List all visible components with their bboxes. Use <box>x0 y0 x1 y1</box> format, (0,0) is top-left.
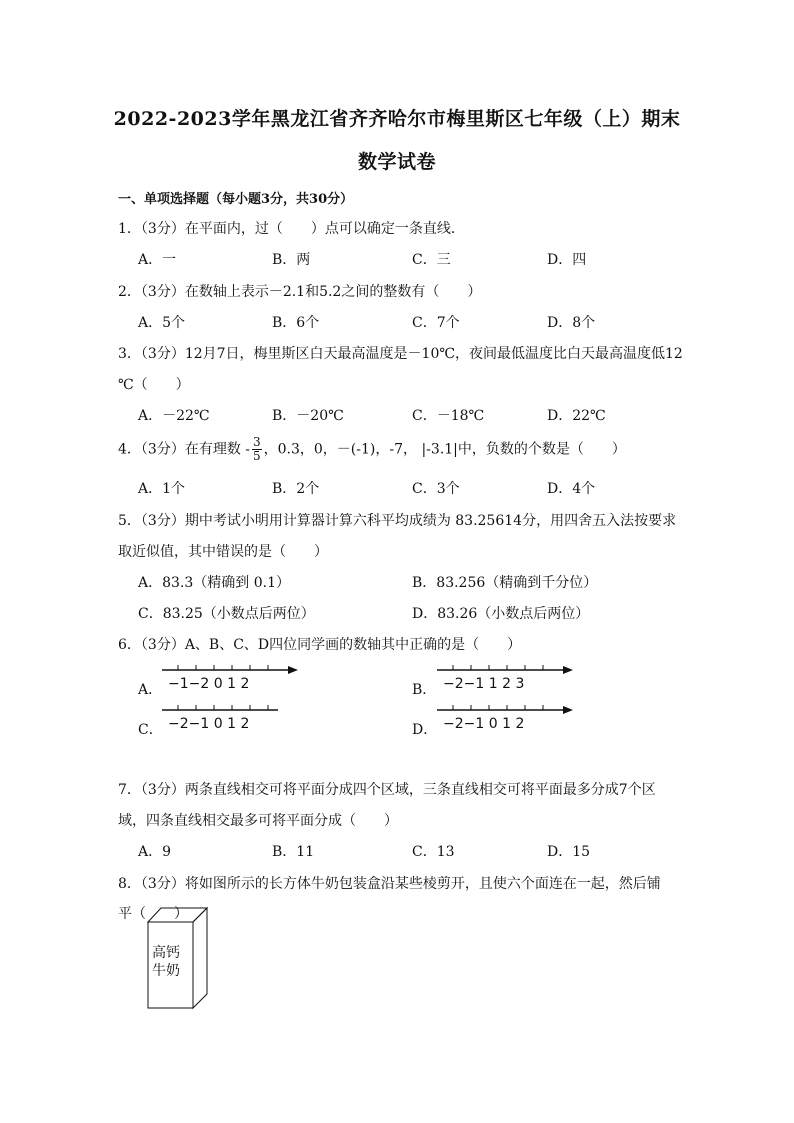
q5-stem-line2: 取近似值，其中错误的是（ ） <box>118 544 328 560</box>
q6-option-d-tick-labels: −2−1 0 1 2 <box>443 716 525 732</box>
q6-option-c-number-line <box>162 704 282 716</box>
q3-option-b: B．－20℃ <box>272 408 344 424</box>
q3-option-d: D．22℃ <box>547 408 606 424</box>
q4-option-b: B．2个 <box>272 481 320 497</box>
q7-option-d: D．15 <box>547 844 591 860</box>
q1-option-a: A．一 <box>138 252 177 268</box>
q6-option-a-tick-labels: −1−2 0 1 2 <box>168 676 250 692</box>
q2-option-a: A．5个 <box>138 315 186 331</box>
q4-stem-suffix: ，0.3，0，－(-1)，-7， |-3.1|中，负数的个数是（ ） <box>263 441 626 458</box>
q4-stem-prefix: 4．（3分）在有理数 - <box>118 441 250 458</box>
q3-stem-line1: 3．（3分）12月7日，梅里斯区白天最高温度是－10℃，夜间最低温度比白天最高温度低12 <box>118 346 683 362</box>
q5-option-a: A．83.3（精确到 0.1） <box>138 575 290 591</box>
q6-option-c-tick-labels: −2−1 0 1 2 <box>168 716 250 732</box>
number-line-arrow-icon <box>162 664 302 676</box>
q7-stem-line2: 域，四条直线相交最多可将平面分成（ ） <box>118 813 398 829</box>
q4-fraction-denominator: 5 <box>253 449 261 463</box>
number-line-arrow-icon <box>437 704 577 716</box>
q1-option-b: B．两 <box>272 252 311 268</box>
q6-stem: 6．（3分）A、B、C、D四位同学画的数轴其中正确的是（ ） <box>118 637 522 653</box>
q4-option-c: C．3个 <box>412 481 460 497</box>
q7-option-c: C．13 <box>412 844 455 860</box>
q5-stem-line1: 5．（3分）期中考试小明用计算器计算六科平均成绩为 83.25614分，用四舍五入法按要求 <box>118 513 677 529</box>
q3-stem-line2: ℃（ ） <box>118 377 190 393</box>
q6-option-a-label: A． <box>138 682 163 698</box>
q2-stem: 2．（3分）在数轴上表示－2.1和5.2之间的整数有（ ） <box>118 284 482 300</box>
q1-option-d: D．四 <box>547 252 587 268</box>
q2-option-b: B．6个 <box>272 315 320 331</box>
q4-fraction <box>252 436 262 463</box>
q1-option-c: C．三 <box>412 252 451 268</box>
q2-option-d: D．8个 <box>547 315 596 331</box>
q6-option-d-label: D． <box>412 722 438 738</box>
q5-option-b: B．83.256（精确到千分位） <box>412 575 598 591</box>
milk-box-label <box>152 944 180 980</box>
q5-option-c: C．83.25（小数点后两位） <box>138 606 315 622</box>
q2-option-c: C．7个 <box>412 315 460 331</box>
q5-option-d: D．83.26（小数点后两位） <box>412 606 590 622</box>
q4-option-d: D．4个 <box>547 481 596 497</box>
q6-option-d-number-line <box>437 704 577 716</box>
number-line-no-arrow <box>162 704 282 716</box>
exam-title-line2: 数学试卷 <box>357 151 436 173</box>
number-line-arrow-icon <box>437 664 577 676</box>
q6-option-c-label: C． <box>138 722 163 738</box>
milk-box-label-line1: 高钙 <box>152 945 180 961</box>
q1-stem: 1．（3分）在平面内，过（ ）点可以确定一条直线． <box>118 221 465 237</box>
q7-option-a: A．9 <box>138 844 172 860</box>
q8-stem-line1: 8．（3分）将如图所示的长方体牛奶包装盒沿某些棱剪开，且使六个面连在一起，然后铺 <box>118 876 661 892</box>
q3-option-c: C．－18℃ <box>412 408 485 424</box>
q7-stem-line1: 7．（3分）两条直线相交可将平面分成四个区域，三条直线相交可将平面最多分成7个区 <box>118 782 656 798</box>
q3-option-a: A．－22℃ <box>138 408 210 424</box>
q4-fraction-numerator: 3 <box>253 435 261 449</box>
milk-box-label-line2: 牛奶 <box>152 963 180 979</box>
q4-stem <box>118 436 626 463</box>
q7-option-b: B．11 <box>272 844 315 860</box>
exam-title-line1: 2022-2023学年黑龙江省齐齐哈尔市梅里斯区七年级（上）期末 <box>113 108 681 130</box>
section-heading: 一、单项选择题（每小题3分，共30分） <box>118 192 354 207</box>
q6-option-a-number-line <box>162 664 302 676</box>
q6-option-b-number-line <box>437 664 577 676</box>
q6-option-b-label: B． <box>412 682 437 698</box>
q4-option-a: A．1个 <box>138 481 186 497</box>
q8-stem-line2: 平（ ） <box>118 906 188 922</box>
q6-option-b-tick-labels: −2−1 1 2 3 <box>443 676 525 692</box>
